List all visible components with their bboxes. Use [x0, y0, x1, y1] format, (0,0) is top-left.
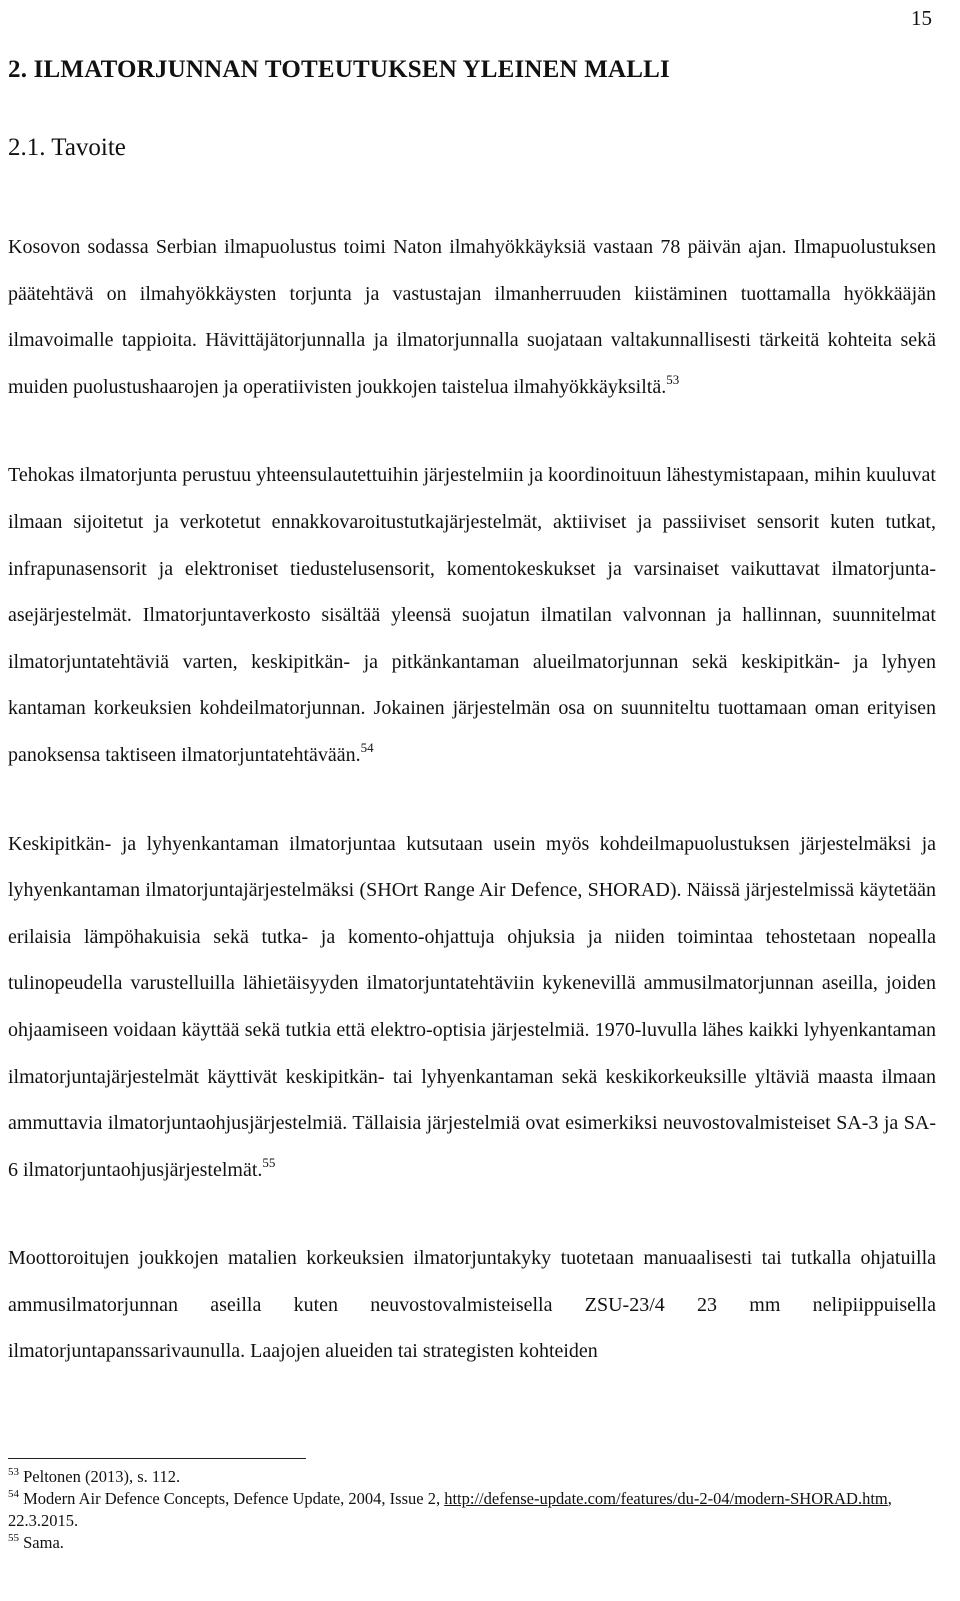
paragraph-text: Keskipitkän- ja lyhyenkantaman ilmatorjuntaa kutsutaan usein myös kohdeilmapuolustuksen järjestelmäksi ja lyhyenkantaman ilmatorjuntajärjestelmäksi (SHOrt Range Air Defence, SHORAD). Näissä järjestelmissä käytetään erilaisia lämpöhakuisia sekä tutka- ja komento-ohjattuja ohjuksia ja niiden toimintaa tehostetaan nopealla tulinopeudella varustelluilla lähietäisyyden ilmatorjuntatehtäviin kykenevillä ammusilmatorjunnan aseilla, joiden ohjaamiseen voidaan käyttää sekä tutkia että elektro-optisia järjestelmiä. 1970-luvulla lähes kaikki lyhyenkantaman ilmatorjuntajärjestelmät käyttivät keskipitkän- tai lyhyenkantaman sekä keskikorkeuksille yltäviä maasta ilmaan ammuttavia ilmatorjuntaohjusjärjestelmiä. Tällaisia järjestelmiä ovat esimerkiksi neuvostovalmisteiset SA-3 ja SA-6 ilmatorjuntaohjusjärjestelmät. — [8, 832, 936, 1181]
paragraph — [8, 1235, 936, 1375]
footnote-text: Peltonen (2013), s. 112. — [23, 1467, 181, 1486]
footnote-reference[interactable]: 55 — [262, 1154, 276, 1170]
paragraph-text: Kosovon sodassa Serbian ilmapuolustus toimi Naton ilmahyökkäyksiä vastaan 78 päivän ajan. Ilmapuolustuksen päätehtävä on ilmahyökkäysten torjunta ja vastustajan ilmanherruuden kiistäminen tuottamalla hyökkääjän ilmavoimalle tappioita. Hävittäjätorjunnalla ja ilmatorjunnalla suojataan valtakunnallisesti tärkeitä kohteita sekä muiden puolustushaarojen ja operatiivisten joukkojen taistelua ilmahyökkäyksiltä. — [8, 236, 936, 398]
footnote-reference[interactable]: 53 — [666, 371, 680, 387]
paragraph-text: Moottoroitujen joukkojen matalien korkeuksien ilmatorjuntakyky tuotetaan manuaalisesti tai tutkalla ohjatuilla ammusilmatorjunnan aseilla kuten neuvostovalmisteisella ZSU-23/4 23 mm nelipiippuisella ilmatorjuntapanssarivaunulla. Laajojen alueiden tai strategisten kohteiden — [8, 1247, 936, 1363]
footnote-number: 55 — [8, 1532, 19, 1544]
paragraph — [8, 821, 936, 1194]
footnote — [8, 1466, 936, 1488]
footnote-text: Sama. — [23, 1533, 64, 1552]
page-number: 15 — [911, 6, 932, 30]
footnote — [8, 1488, 936, 1532]
footnotes — [8, 1466, 936, 1554]
footnote-text: Modern Air Defence Concepts, Defence Update, 2004, Issue 2, — [23, 1489, 445, 1508]
footnote-access-date: , 22.3.2015. — [8, 1489, 892, 1530]
body-text — [8, 224, 936, 1417]
section-heading: 2.1. Tavoite — [8, 134, 126, 161]
paragraph — [8, 452, 936, 778]
footnote — [8, 1532, 936, 1554]
chapter-heading: 2. ILMATORJUNNAN TOTEUTUKSEN YLEINEN MALLI — [8, 56, 670, 83]
footnote-number: 54 — [8, 1488, 19, 1500]
footnote-link[interactable]: http://defense-update.com/features/du-2-04/modern-SHORAD.htm — [444, 1489, 888, 1508]
paragraph-text: Tehokas ilmatorjunta perustuu yhteensulautettuihin järjestelmiin ja koordinoituun lähestymistapaan, mihin kuuluvat ilmaan sijoitetut ja verkotetut ennakkovaroitustutkajärjestelmät, aktiiviset ja passiiviset sensorit kuten tutkat, infrapunasensorit ja elektroniset tiedustelusensorit, komentokeskukset ja varsinaiset vaikuttavat ilmatorjunta-asejärjestelmät. Ilmatorjuntaverkosto sisältää yleensä suojatun ilmatilan valvonnan ja hallinnan, suunnitelmat ilmatorjuntatehtäviä varten, keskipitkän- ja pitkänkantaman alueilmatorjunnan sekä keskipitkän- ja lyhyen kantaman korkeuksien kohdeilmatorjunnan. Jokainen järjestelmän osa on suunniteltu tuottamaan oman erityisen panoksensa taktiseen ilmatorjuntatehtävään. — [8, 464, 936, 766]
footnote-reference[interactable]: 54 — [360, 739, 374, 755]
footnote-number: 53 — [8, 1466, 19, 1478]
paragraph — [8, 224, 936, 410]
footnote-divider — [8, 1458, 306, 1459]
